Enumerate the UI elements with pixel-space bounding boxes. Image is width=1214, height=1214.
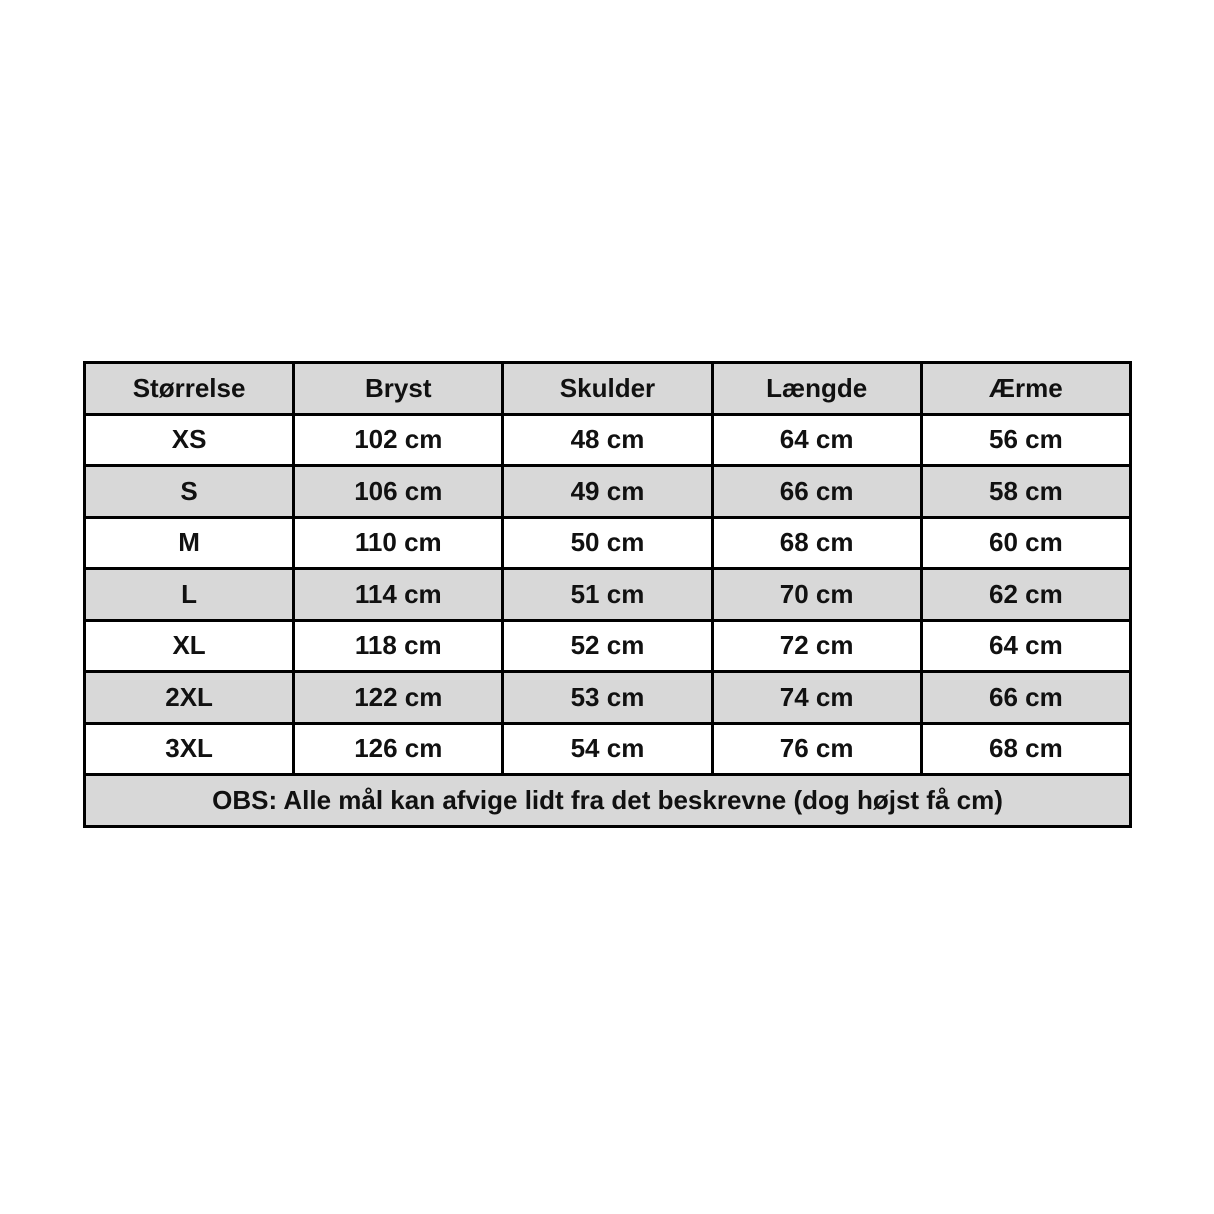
cell-shoulder: 52 cm — [503, 620, 712, 672]
cell-sleeve: 56 cm — [921, 414, 1130, 466]
cell-size: XS — [85, 414, 294, 466]
cell-shoulder: 49 cm — [503, 466, 712, 518]
table-row — [85, 466, 1131, 518]
cell-chest: 114 cm — [294, 569, 503, 621]
measurement-note: OBS: Alle mål kan afvige lidt fra det beskrevne (dog højst få cm) — [85, 775, 1131, 827]
cell-length: 70 cm — [712, 569, 921, 621]
cell-length: 72 cm — [712, 620, 921, 672]
cell-chest: 118 cm — [294, 620, 503, 672]
header-chest: Bryst — [294, 363, 503, 415]
cell-chest: 106 cm — [294, 466, 503, 518]
table-row — [85, 517, 1131, 569]
table-row — [85, 414, 1131, 466]
cell-sleeve: 60 cm — [921, 517, 1130, 569]
cell-length: 76 cm — [712, 723, 921, 775]
cell-sleeve: 58 cm — [921, 466, 1130, 518]
header-size: Størrelse — [85, 363, 294, 415]
cell-size: S — [85, 466, 294, 518]
cell-chest: 126 cm — [294, 723, 503, 775]
cell-size: M — [85, 517, 294, 569]
cell-shoulder: 54 cm — [503, 723, 712, 775]
table-row — [85, 569, 1131, 621]
cell-length: 66 cm — [712, 466, 921, 518]
cell-chest: 102 cm — [294, 414, 503, 466]
cell-length: 64 cm — [712, 414, 921, 466]
cell-shoulder: 48 cm — [503, 414, 712, 466]
size-chart-table — [83, 361, 1132, 828]
cell-shoulder: 53 cm — [503, 672, 712, 724]
cell-length: 68 cm — [712, 517, 921, 569]
cell-size: XL — [85, 620, 294, 672]
cell-sleeve: 64 cm — [921, 620, 1130, 672]
cell-sleeve: 68 cm — [921, 723, 1130, 775]
cell-sleeve: 62 cm — [921, 569, 1130, 621]
cell-sleeve: 66 cm — [921, 672, 1130, 724]
cell-size: 2XL — [85, 672, 294, 724]
cell-length: 74 cm — [712, 672, 921, 724]
header-sleeve: Ærme — [921, 363, 1130, 415]
table-note-row — [85, 775, 1131, 827]
table-header-row — [85, 363, 1131, 415]
cell-size: L — [85, 569, 294, 621]
header-length: Længde — [712, 363, 921, 415]
cell-chest: 122 cm — [294, 672, 503, 724]
header-shoulder: Skulder — [503, 363, 712, 415]
table-row — [85, 672, 1131, 724]
table-row — [85, 620, 1131, 672]
cell-chest: 110 cm — [294, 517, 503, 569]
cell-shoulder: 51 cm — [503, 569, 712, 621]
table-row — [85, 723, 1131, 775]
cell-size: 3XL — [85, 723, 294, 775]
cell-shoulder: 50 cm — [503, 517, 712, 569]
